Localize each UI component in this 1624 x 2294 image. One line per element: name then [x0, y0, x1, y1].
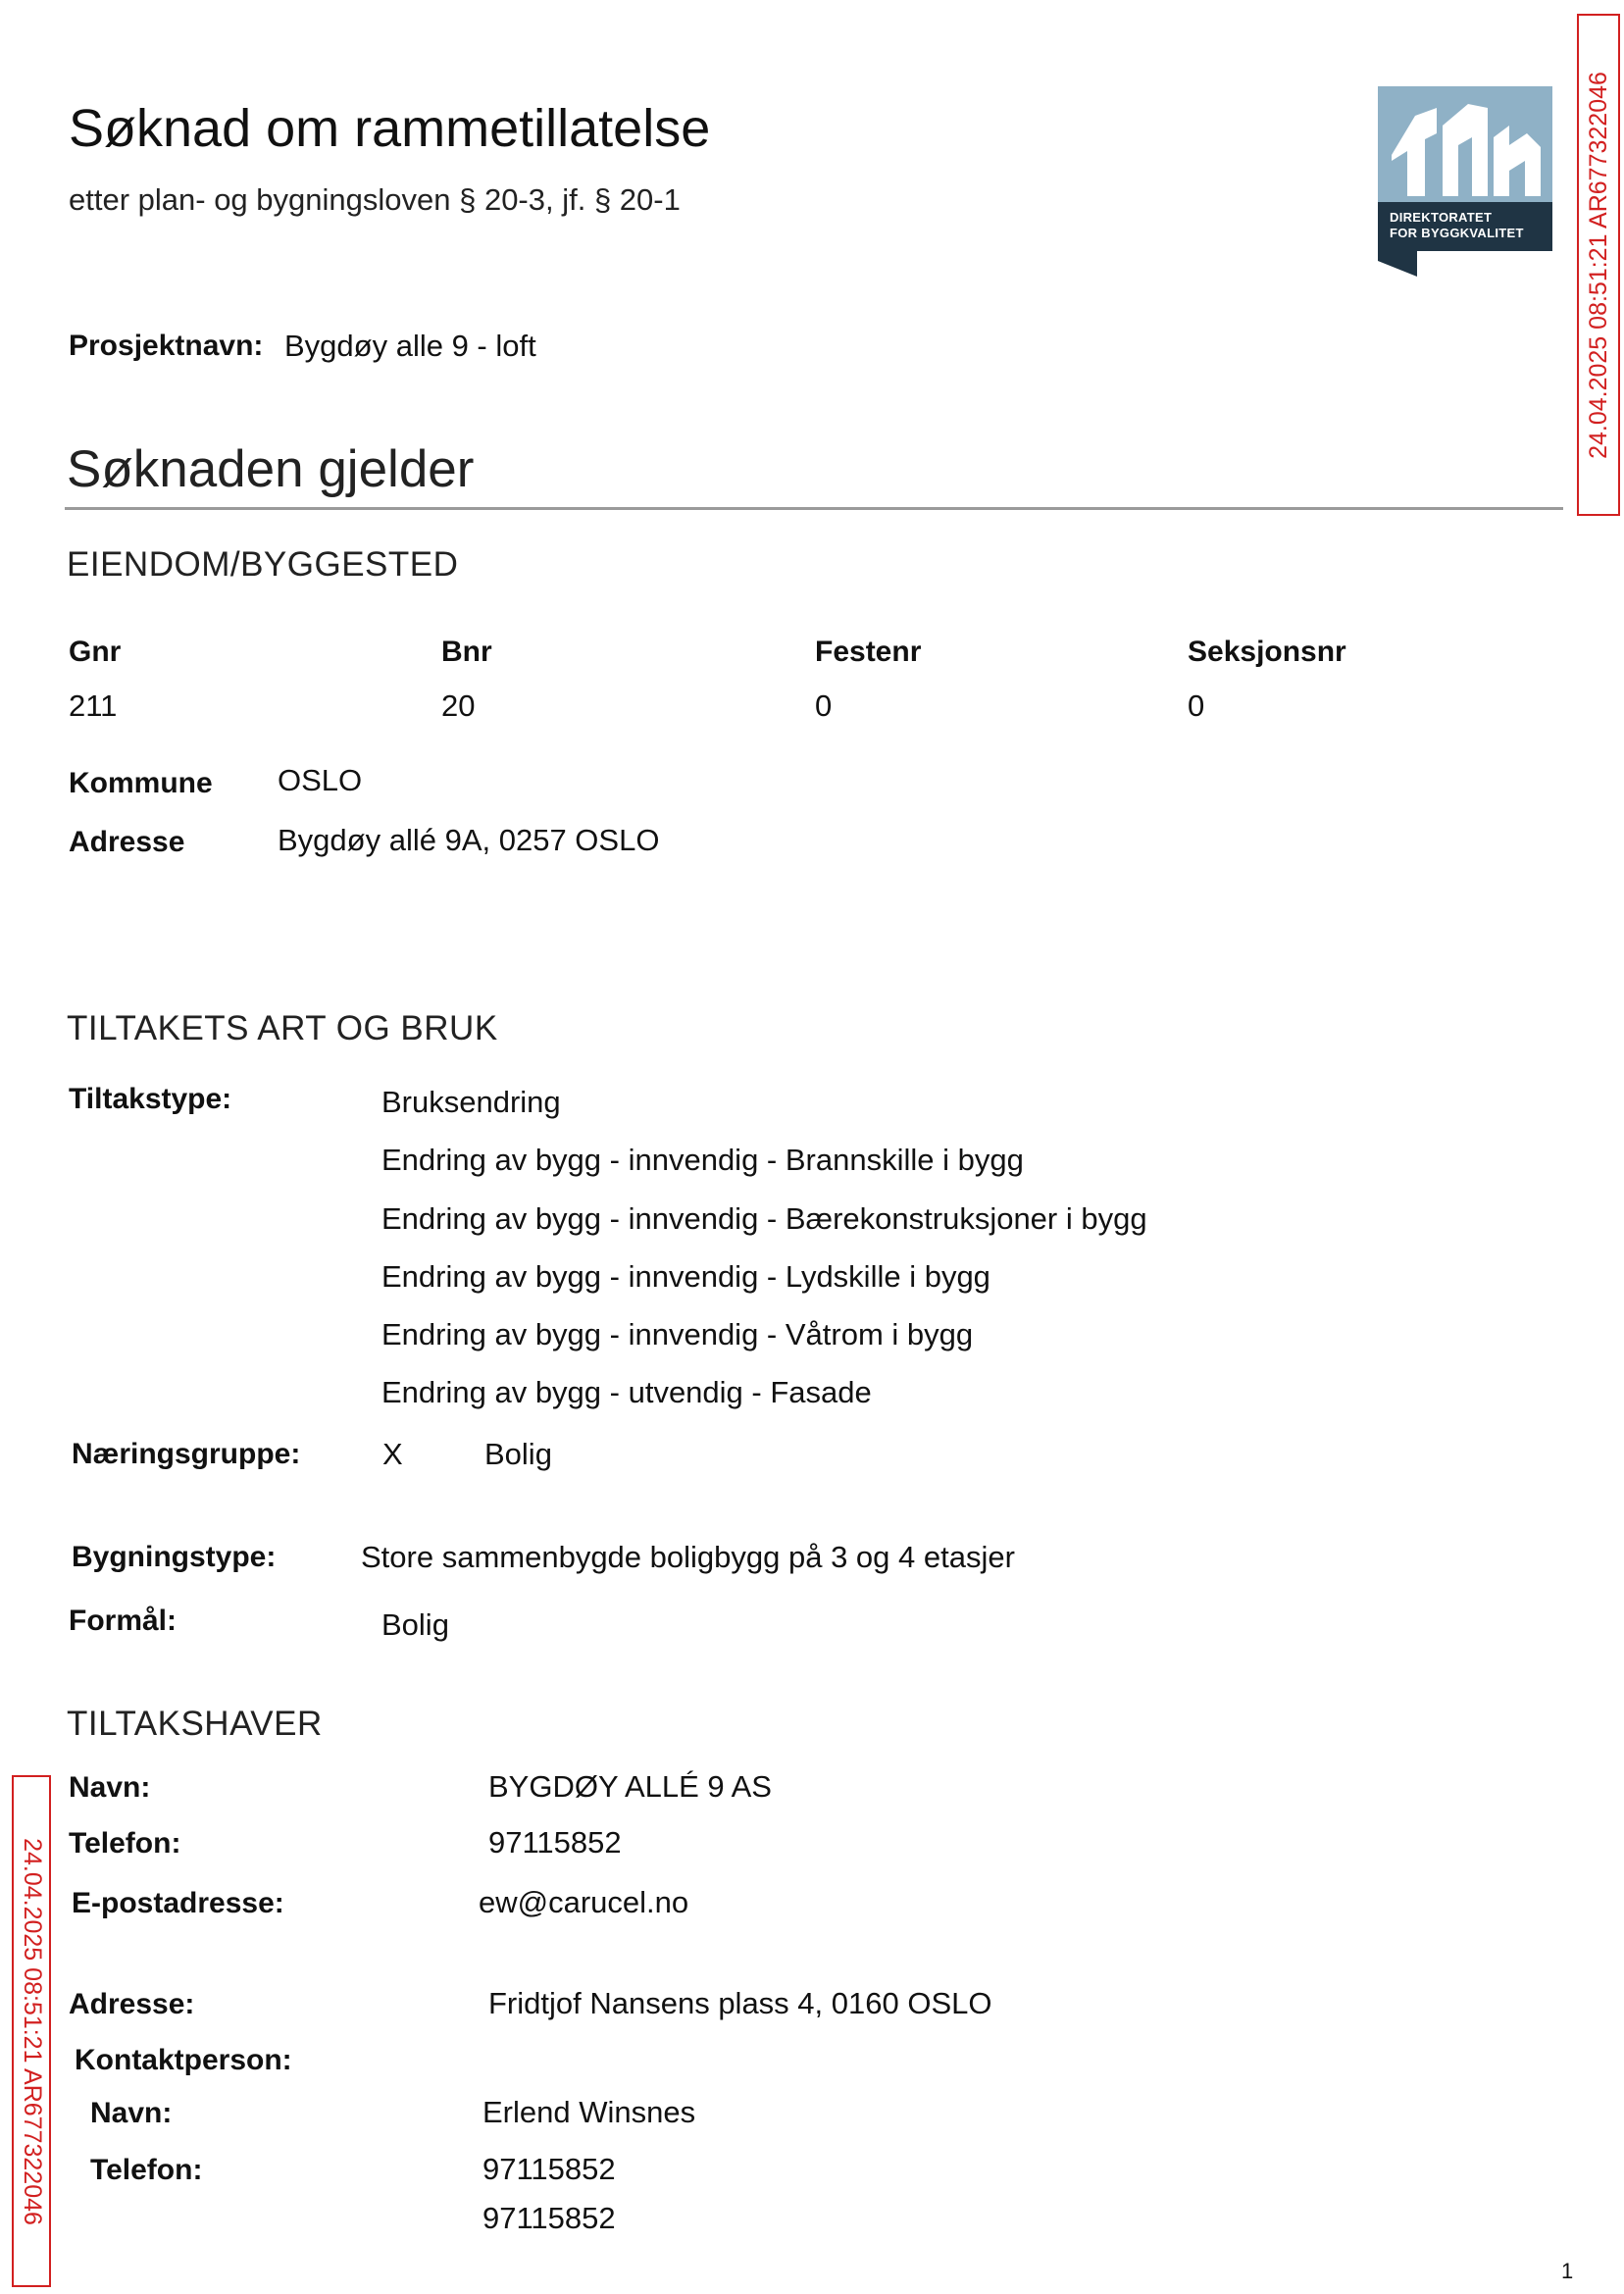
gnr-label: Gnr	[69, 636, 122, 668]
owner-name-value: BYGDØY ALLÉ 9 AS	[488, 1769, 772, 1804]
tiltakstype-item: Bruksendring	[381, 1085, 561, 1119]
naeringsgruppe-value: Bolig	[484, 1437, 552, 1471]
kommune-value: OSLO	[278, 763, 363, 797]
gnr-value: 211	[69, 688, 118, 723]
tiltakstype-item: Endring av bygg - innvendig - Våtrom i bygg	[381, 1317, 974, 1351]
project-name-value: Bygdøy alle 9 - loft	[284, 329, 536, 363]
bygningstype-value: Store sammenbygde boligbygg på 3 og 4 etasjer	[361, 1540, 1015, 1574]
property-address-value: Bygdøy allé 9A, 0257 OSLO	[278, 823, 660, 857]
bygningstype-label: Bygningstype:	[72, 1541, 277, 1573]
bnr-label: Bnr	[441, 636, 492, 668]
tiltakstype-item: Endring av bygg - innvendig - Lydskille i bygg	[381, 1259, 990, 1294]
owner-name-label: Navn:	[69, 1771, 151, 1804]
tiltakstype-item: Endring av bygg - innvendig - Bærekonstruksjoner i bygg	[381, 1201, 1147, 1236]
kommune-label: Kommune	[69, 767, 213, 799]
naeringsgruppe-code: X	[382, 1437, 403, 1471]
owner-email-label: E-postadresse:	[72, 1887, 284, 1919]
festenr-value: 0	[815, 688, 833, 723]
property-address-label: Adresse	[69, 826, 185, 858]
seksjonsnr-label: Seksjonsnr	[1188, 636, 1346, 668]
measure-heading: TILTAKETS ART OG BRUK	[67, 1009, 498, 1047]
logo-line-1: DIREKTORATET	[1390, 210, 1493, 225]
contact-name-label: Navn:	[90, 2097, 173, 2129]
festenr-label: Festenr	[815, 636, 922, 668]
timestamp-stamp-top	[1577, 14, 1620, 516]
contact-phone-label: Telefon:	[90, 2154, 203, 2186]
tiltakstype-item: Endring av bygg - innvendig - Brannskille i bygg	[381, 1143, 1024, 1177]
owner-phone-value: 97115852	[488, 1825, 622, 1860]
contact-phone-value: 97115852	[482, 2201, 616, 2235]
contact-name-value: Erlend Winsnes	[482, 2095, 696, 2129]
owner-address-label: Adresse:	[69, 1988, 195, 2020]
logo-line-2: FOR BYGGKVALITET	[1390, 226, 1524, 240]
document-title: Søknad om rammetillatelse	[69, 99, 711, 158]
owner-phone-label: Telefon:	[69, 1827, 181, 1860]
timestamp-stamp-top-text: 24.04.2025 08:51:21 AR677322046	[1584, 71, 1612, 459]
owner-address-value: Fridtjof Nansens plass 4, 0160 OSLO	[488, 1986, 992, 2020]
seksjonsnr-value: 0	[1188, 688, 1205, 723]
owner-email-value: ew@carucel.no	[479, 1885, 689, 1919]
dibk-logo-graphic	[1378, 86, 1552, 279]
tiltakstype-label: Tiltakstype:	[69, 1083, 232, 1115]
owner-heading: TILTAKSHAVER	[67, 1705, 323, 1743]
contact-phone-value: 97115852	[482, 2152, 616, 2186]
timestamp-stamp-bottom-text: 24.04.2025 08:51:21 AR677322046	[18, 1837, 46, 2225]
section-divider	[65, 507, 1563, 510]
contact-person-label: Kontaktperson:	[75, 2044, 292, 2076]
timestamp-stamp-bottom	[12, 1775, 51, 2287]
formal-value: Bolig	[381, 1607, 449, 1642]
bnr-value: 20	[441, 688, 476, 723]
project-name-label: Prosjektnavn:	[69, 330, 264, 362]
document-subtitle: etter plan- og bygningsloven § 20-3, jf. § 20-1	[69, 182, 681, 217]
formal-label: Formål:	[69, 1605, 178, 1637]
dibk-logo	[1378, 86, 1552, 279]
naeringsgruppe-label: Næringsgruppe:	[72, 1438, 301, 1470]
tiltakstype-item: Endring av bygg - utvendig - Fasade	[381, 1375, 872, 1409]
property-heading: EIENDOM/BYGGESTED	[67, 545, 459, 584]
page-number: 1	[1561, 2259, 1574, 2283]
section-title: Søknaden gjelder	[67, 440, 475, 498]
